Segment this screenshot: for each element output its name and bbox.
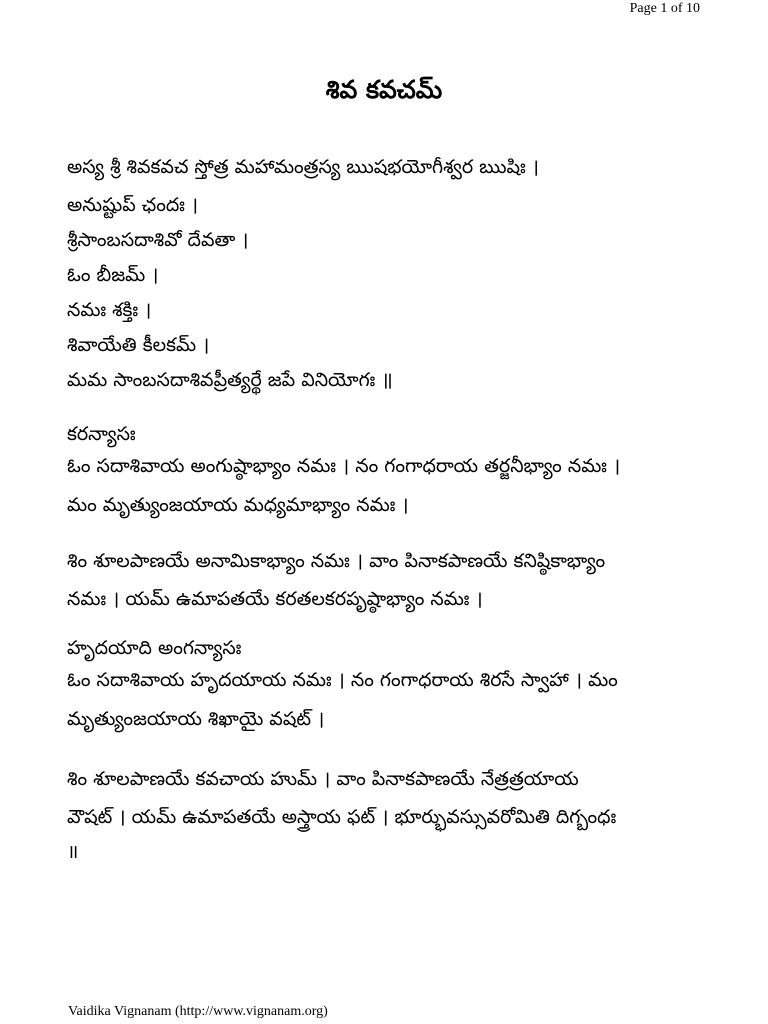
text-line: నమః । యమ్ ఉమాపతయే కరతలకరపృష్ఠాభ్యాం నమః । [67, 588, 483, 610]
document-body [67, 146, 727, 870]
page-number: Page 1 of 10 [629, 1, 700, 16]
text-line: ఓం బీజమ్ । [67, 264, 159, 286]
text-line: అస్య శ్రీ శివకవచ స్తోత్ర మహామంత్రస్య ఋషభయోగీశ్వర ఋషిః । [67, 156, 539, 178]
text-line: మం మృత్యుంజయాయ మధ్యమాభ్యాం నమః । [67, 494, 409, 516]
text-line: వౌషట్ । యమ్ ఉమాపతయే అస్త్రాయ ఫట్ । భూర్భువస్సువరోమితి దిగ్బంధః [67, 806, 617, 828]
text-line: శిం శూలపాణయే అనామికాభ్యాం నమః । వాం పినాకపాణయే కనిష్ఠికాభ్యాం [67, 550, 606, 572]
text-line: ॥ [67, 841, 79, 863]
text-line: శ్రీసాంబసదాశివో దేవతా । [67, 229, 249, 251]
page-title: శివ కవచమ్ [325, 75, 443, 104]
text-line: ఓం సదాశివాయ హృదయాయ నమః । నం గంగాధరాయ శిరసే స్వాహా । మం [67, 669, 618, 691]
section-heading-hrdayadi: హృదయాది అంగన్యాసః [67, 637, 242, 659]
footer-source: Vaidika Vignanam (http://www.vignanam.org) [68, 1004, 328, 1019]
text-line: శివాయేతి కీలకమ్ । [67, 334, 210, 356]
text-line: శిం శూలపాణయే కవచాయ హుమ్ । వాం పినాకపాణయే నేత్రత్రయాయ [67, 768, 579, 790]
text-line: అనుష్టుప్ ఛందః । [67, 194, 199, 216]
text-line: మమ సాంబసదాశివప్రీత్యర్థే జపే వినియోగః ॥ [67, 369, 393, 391]
text-line: నమః శక్తిః । [67, 299, 152, 321]
text-line: ఓం సదాశివాయ అంగుష్ఠాభ్యాం నమః । నం గంగాధరాయ తర్జనీభ్యాం నమః । [67, 455, 621, 477]
text-line: మృత్యుంజయాయ శిఖాయై వషట్ । [67, 708, 325, 730]
section-heading-karanyasa: కరన్యాసః [67, 423, 136, 445]
